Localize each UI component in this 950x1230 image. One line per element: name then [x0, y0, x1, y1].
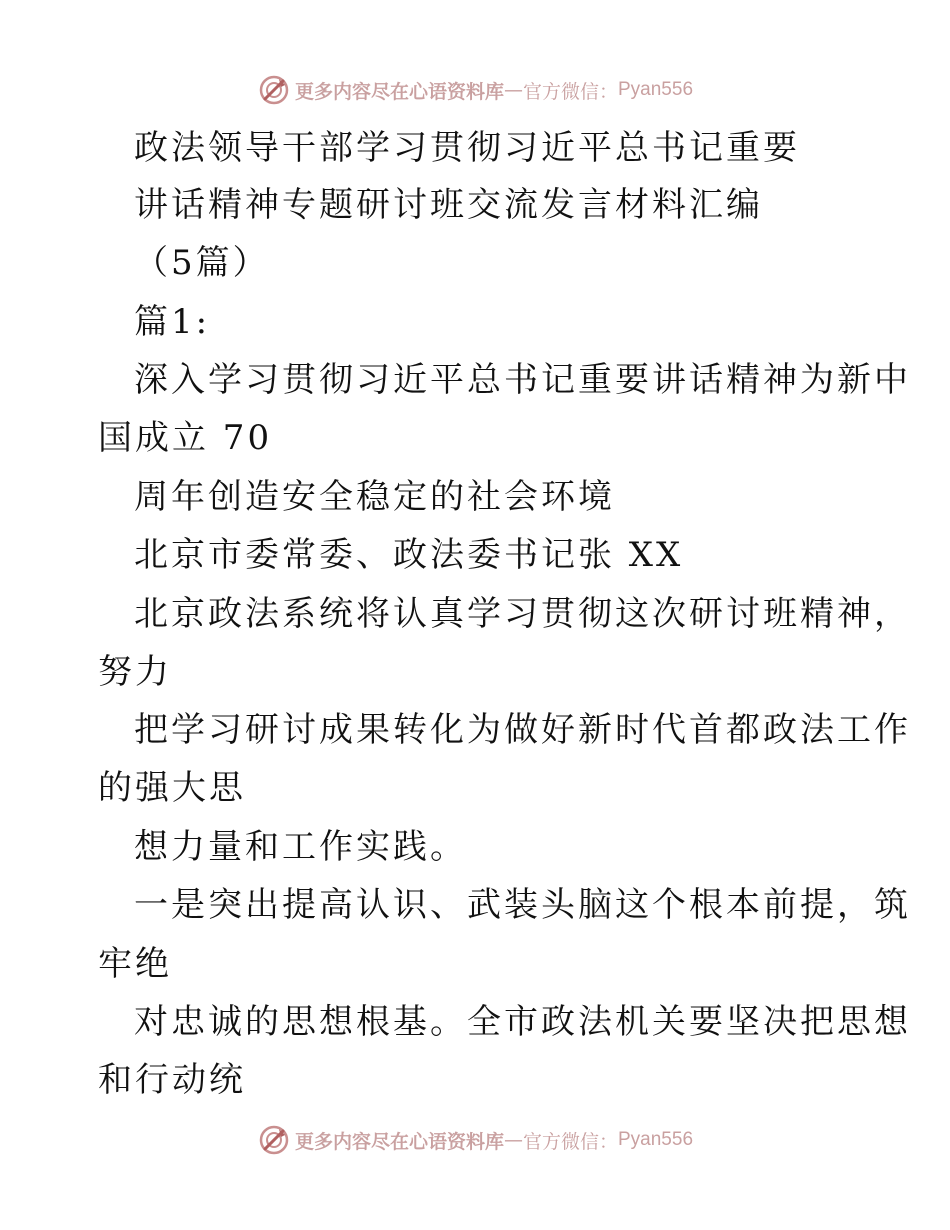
article-title-line-2: 国成立 70 [98, 418, 273, 458]
footer-brand-text: 更多内容尽在心语资料库 [294, 1130, 504, 1153]
quill-pen-logo-icon [257, 73, 291, 107]
header-separator: — [503, 79, 523, 101]
paragraph-line: 一是突出提高认识、武装头脑这个根本前提，筑 [134, 885, 911, 925]
header-wechat-id: Pyan556 [618, 79, 694, 100]
header-official-label: 官方微信： [522, 80, 618, 103]
quill-pen-logo-icon [257, 1123, 291, 1157]
article-title-line-1: 深入学习贯彻习近平总书记重要讲话精神为新中 [134, 360, 911, 400]
header-brand-text: 更多内容尽在心语资料库 [294, 80, 504, 103]
paragraph-line: 把学习研讨成果转化为做好新时代首都政法工作 [134, 710, 911, 750]
paragraph-line: 北京政法系统将认真学习贯彻这次研讨班精神， [134, 594, 911, 634]
author-line: 北京市委常委、政法委书记张 XX [134, 535, 684, 575]
footer-separator: — [503, 1129, 523, 1151]
header-banner [0, 70, 950, 110]
footer-wechat-id: Pyan556 [618, 1129, 694, 1150]
paragraph-line: 和行动统 [98, 1060, 246, 1100]
title-count: （5篇） [134, 243, 270, 283]
footer-official-label: 官方微信： [522, 1130, 618, 1153]
article-title-line-3: 周年创造安全稳定的社会环境 [134, 477, 615, 517]
paragraph-line: 的强大思 [98, 768, 246, 808]
paragraph-line: 牢绝 [98, 944, 172, 984]
section-heading: 篇1: [134, 302, 211, 342]
paragraph-line: 努力 [98, 652, 172, 692]
paragraph-line: 想力量和工作实践。 [134, 827, 467, 867]
title-line-1: 政法领导干部学习贯彻习近平总书记重要 [134, 128, 800, 168]
footer-banner [0, 1120, 950, 1160]
title-line-2: 讲话精神专题研讨班交流发言材料汇编 [134, 185, 763, 225]
paragraph-line: 对忠诚的思想根基。全市政法机关要坚决把思想 [134, 1002, 911, 1042]
